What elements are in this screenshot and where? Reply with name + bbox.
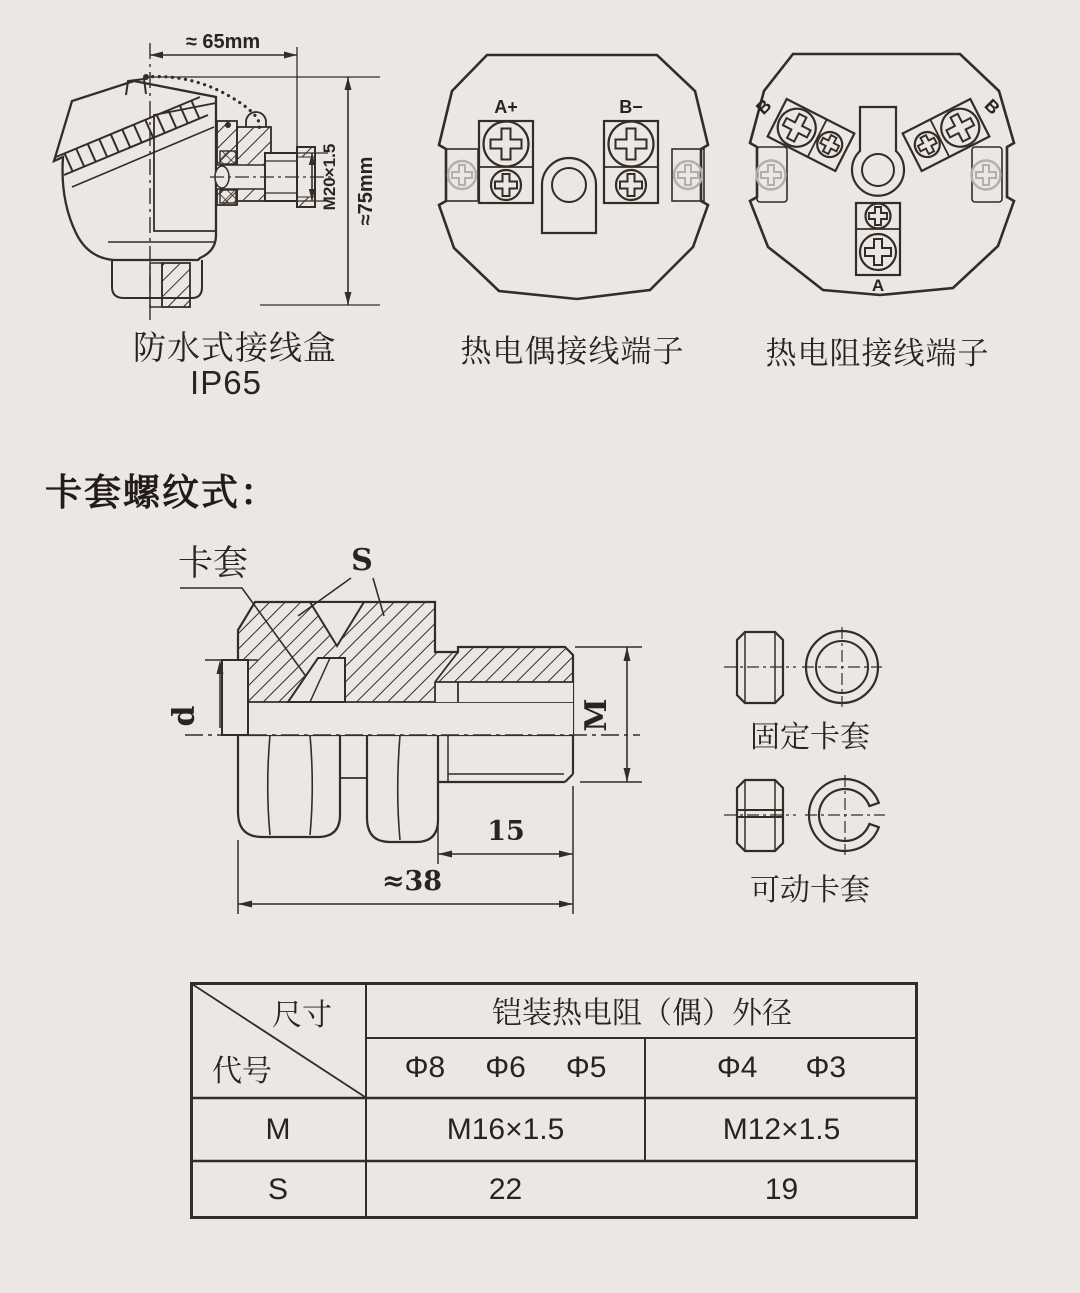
pipe-section: [162, 263, 190, 307]
diameter-phi4: Φ4: [716, 1051, 758, 1084]
ferrule-label: 卡套: [178, 544, 249, 583]
ferrule-section-heading: 卡套螺纹式：: [45, 472, 279, 513]
table-corner-dimension: 尺寸: [272, 999, 332, 1032]
table-corner-code: 代号: [212, 1055, 272, 1088]
terminal-label-a: A: [871, 276, 885, 295]
table-subheader-group2: [645, 1038, 918, 1098]
movable-ferrule-caption: 可动卡套: [750, 874, 870, 907]
table-header-sheath-od: 铠装热电阻（偶）外径: [492, 997, 792, 1030]
diameter-phi3: Φ3: [805, 1051, 847, 1084]
pipe-wall: [150, 263, 162, 307]
center-boss: [852, 107, 904, 196]
junction-box-caption: 防水式接线盒: [133, 329, 337, 366]
ferrule-views-figure: [710, 595, 910, 925]
table-row-s-value1: 22: [488, 1173, 523, 1206]
knurl-band: [56, 97, 214, 187]
dim-38: [238, 840, 573, 914]
dim-15: [438, 786, 573, 914]
diameter-phi5: Φ5: [565, 1051, 607, 1084]
table-row-m-value2: M12×1.5: [722, 1112, 841, 1146]
side-screw-left: [757, 147, 788, 202]
table-row-s-value2: 19: [764, 1173, 799, 1206]
terminal-label-negative: B−: [619, 97, 643, 117]
cable-gland: [210, 112, 334, 207]
thermocouple-terminal-caption: 热电偶接线端子: [460, 334, 685, 369]
center-boss: [542, 158, 596, 233]
terminal-label-positive: A+: [494, 97, 518, 117]
side-screw-right: [972, 147, 1003, 202]
fitting-section: [222, 602, 573, 735]
dim-height-label: ≈75mm: [355, 156, 377, 226]
m-label: M: [579, 698, 614, 732]
terminal-pair-a: [856, 203, 900, 275]
movable-ferrule-front-view: [805, 775, 885, 855]
dim-38-label: ≈38: [381, 866, 443, 897]
terminal-pair-b-right: [903, 99, 990, 171]
terminal-pair-b-left: [768, 99, 855, 171]
thermocouple-terminal-figure: [425, 45, 725, 310]
probe-tube: [222, 660, 248, 735]
table-row-s-label: S: [267, 1173, 288, 1206]
fitting-figure: [167, 530, 660, 950]
terminal-block-positive: [479, 121, 533, 203]
dim-width-label: ≈ 65mm: [185, 31, 261, 53]
s-label: S: [351, 543, 373, 578]
side-screw-right: [672, 149, 704, 201]
diameter-phi8: Φ8: [404, 1051, 446, 1084]
table-subheader-group1: [366, 1038, 645, 1098]
spec-table: [190, 982, 918, 1219]
side-screw-left: [446, 149, 478, 201]
junction-box-rating: IP65: [190, 364, 262, 401]
rtd-terminal-figure: [738, 45, 1038, 305]
junction-box-figure: [50, 31, 390, 335]
terminal-label-b-right: B: [980, 95, 1004, 119]
table-row-m-value1: M16×1.5: [446, 1112, 565, 1146]
d-label: d: [167, 705, 202, 727]
dim-thread-label: M20×1.5: [320, 143, 339, 211]
movable-ferrule-side-view: [724, 780, 796, 851]
dim-15-label: 15: [487, 816, 525, 847]
fixed-ferrule-front-view: [802, 627, 882, 707]
head-body: [54, 79, 216, 307]
terminal-block-negative: [604, 121, 658, 203]
table-row-m-label: M: [265, 1112, 291, 1146]
diameter-phi6: Φ6: [485, 1051, 526, 1084]
terminal-label-b-left: B: [752, 95, 776, 119]
dim-m: [575, 647, 642, 782]
fixed-ferrule-caption: 固定卡套: [750, 721, 870, 754]
fixed-ferrule-side-view: [724, 632, 796, 703]
rtd-terminal-caption: 热电阻接线端子: [765, 336, 990, 371]
